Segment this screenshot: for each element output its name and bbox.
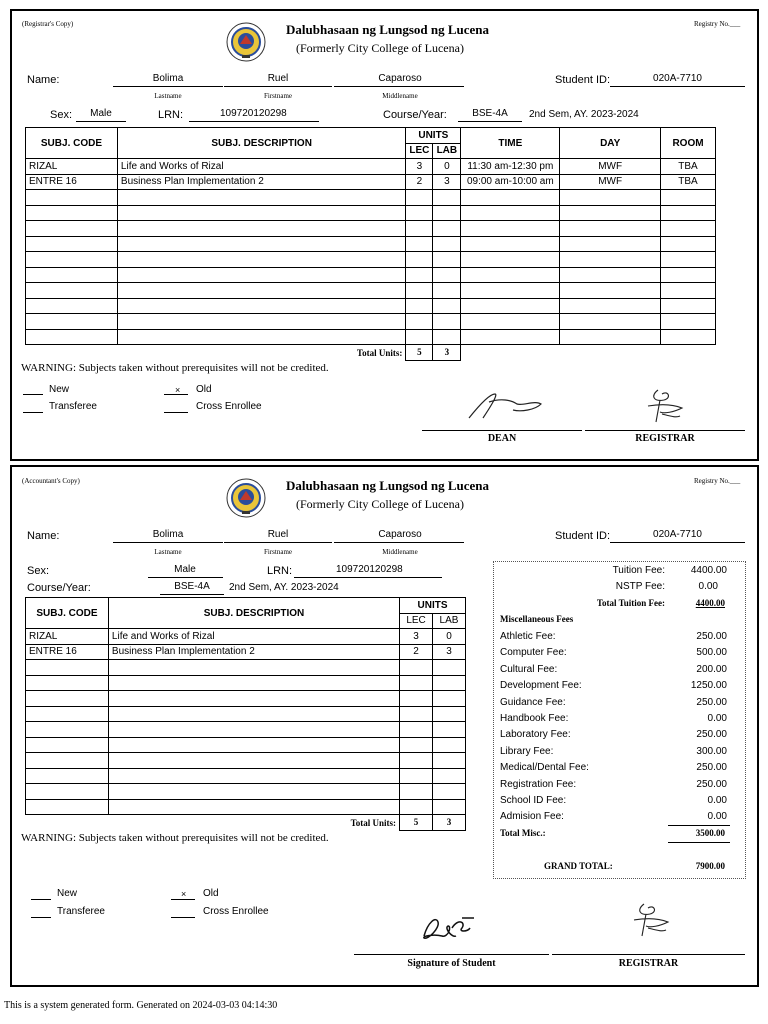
col-subj-code: SUBJ. CODE xyxy=(26,598,109,629)
lrn-label-2: LRN: xyxy=(267,565,293,577)
misc-fee-value: 250.00 xyxy=(696,696,727,708)
total-tuition-label: Total Tuition Fee: xyxy=(596,598,665,608)
lrn-label-1: LRN: xyxy=(158,109,184,121)
lab-cell: 3 xyxy=(433,644,466,660)
misc-fee-label: Cultural Fee: xyxy=(500,663,558,675)
misc-fee-value: 300.00 xyxy=(696,745,727,757)
col-subj-code: SUBJ. CODE xyxy=(26,128,118,159)
name-label-1: Name: xyxy=(27,74,60,86)
subj-desc-cell: Business Plan Implementation 2 xyxy=(117,174,405,190)
lrn-value-1: 109720120298 xyxy=(220,108,287,119)
middlename-caption-1: Middlename xyxy=(382,92,418,100)
school-seal-icon xyxy=(226,478,266,518)
transferee-label-1: Transferee xyxy=(49,401,97,412)
old-label-1: Old xyxy=(196,384,212,395)
subj-desc-cell: Business Plan Implementation 2 xyxy=(108,644,399,660)
time-cell: 11:30 am-12:30 pm xyxy=(461,159,560,175)
transferee-checkbox-1[interactable] xyxy=(23,412,43,413)
firstname-caption-2: Firstname xyxy=(264,548,292,556)
subj-desc-cell: Life and Works of Rizal xyxy=(108,629,399,645)
old-check-mark-2: × xyxy=(181,889,187,899)
col-units: UNITS xyxy=(400,598,466,614)
time-cell: 09:00 am-10:00 am xyxy=(461,174,560,190)
room-cell: TBA xyxy=(661,159,716,175)
day-cell: MWF xyxy=(560,174,661,190)
course-value-2: BSE-4A xyxy=(174,581,210,592)
student-id-value-1: 020A-7710 xyxy=(653,73,702,84)
total-misc-label: Total Misc.: xyxy=(500,828,546,838)
course-value-1: BSE-4A xyxy=(472,108,508,119)
misc-fee-value: 0.00 xyxy=(707,811,727,823)
cross-checkbox-2[interactable] xyxy=(171,917,195,918)
school-seal-icon xyxy=(226,22,266,62)
term-value-1: 2nd Sem, AY. 2023-2024 xyxy=(529,109,639,120)
misc-fee-value: 200.00 xyxy=(696,663,727,675)
school-name-2: Dalubhasaan ng Lungsod ng Lucena xyxy=(286,478,490,493)
school-name-1: Dalubhasaan ng Lungsod ng Lucena xyxy=(286,22,490,37)
subjects-table-1 xyxy=(25,127,716,361)
misc-fee-value: 0.00 xyxy=(707,713,727,724)
misc-fee-value: 1250.00 xyxy=(690,680,727,692)
new-checkbox-2[interactable] xyxy=(31,899,51,900)
misc-fee-label: School ID Fee: xyxy=(500,795,567,806)
subj-code-cell: RIZAL xyxy=(26,629,109,645)
student-id-value-2: 020A-7710 xyxy=(653,529,702,540)
misc-fee-label: Athletic Fee: xyxy=(500,631,556,642)
total-lec: 5 xyxy=(400,815,433,831)
total-lab: 3 xyxy=(433,815,466,831)
lec-cell: 3 xyxy=(400,629,433,645)
footer-note: This is a system generated form. Generated on 2024-03-03 04:14:30 xyxy=(4,1000,278,1011)
misc-fee-value: 250.00 xyxy=(696,729,727,741)
lastname-value-1: Bolima xyxy=(152,73,184,84)
new-label-1: New xyxy=(49,384,70,395)
total-units-row xyxy=(26,815,466,831)
lrn-value-2: 109720120298 xyxy=(336,564,403,575)
misc-header: Miscellaneous Fees xyxy=(500,614,574,624)
registrar-signature-2 xyxy=(626,900,676,940)
misc-fee-value: 250.00 xyxy=(696,778,727,790)
misc-fee-label: Laboratory Fee: xyxy=(500,729,571,741)
misc-fee-label: Development Fee: xyxy=(500,680,582,692)
misc-fee-label: Registration Fee: xyxy=(500,778,577,790)
col-units: UNITS xyxy=(406,128,461,144)
empty-rows-1 xyxy=(26,190,716,345)
col-day: DAY xyxy=(560,128,661,159)
subjects-table-2 xyxy=(25,597,466,831)
col-subj-desc: SUBJ. DESCRIPTION xyxy=(117,128,405,159)
course-label-2: Course/Year: xyxy=(27,582,91,594)
old-checkbox-2[interactable] xyxy=(171,899,195,900)
subj-desc-cell: Life and Works of Rizal xyxy=(117,159,405,175)
lab-cell: 3 xyxy=(433,174,461,190)
lec-cell: 2 xyxy=(400,644,433,660)
school-former-1: (Formerly City College of Lucena) xyxy=(296,41,464,55)
total-units-label: Total Units: xyxy=(356,347,403,358)
cross-checkbox-1[interactable] xyxy=(164,412,188,413)
misc-fee-value: 0.00 xyxy=(707,795,727,806)
nstp-fee-label: NSTP Fee: xyxy=(615,581,665,592)
col-subj-desc: SUBJ. DESCRIPTION xyxy=(108,598,399,629)
col-lec: LEC xyxy=(400,613,433,629)
sex-label-2: Sex: xyxy=(27,565,50,577)
misc-fee-value: 250.00 xyxy=(696,631,727,642)
registry-no-1: Registry No.___ xyxy=(694,20,741,28)
empty-rows-2 xyxy=(26,660,466,815)
signature-of-student-label: Signature of Student xyxy=(407,958,496,969)
middlename-value-2: Caparoso xyxy=(378,529,422,540)
grand-total-label: GRAND TOTAL: xyxy=(544,861,613,871)
new-label-2: New xyxy=(57,888,78,899)
old-label-2: Old xyxy=(203,888,219,899)
total-units-row xyxy=(26,345,716,361)
sex-value-2: Male xyxy=(174,564,196,575)
registrar-label-2: REGISTRAR xyxy=(618,958,679,969)
table-row xyxy=(26,629,466,645)
student-id-label-1: Student ID: xyxy=(555,74,611,86)
old-check-mark-1: × xyxy=(175,385,181,395)
new-checkbox-1[interactable] xyxy=(23,394,43,395)
middlename-caption-2: Middlename xyxy=(382,548,418,556)
lastname-caption-1: Lastname xyxy=(154,92,182,100)
registrar-label-1: REGISTRAR xyxy=(635,433,695,444)
col-lab: LAB xyxy=(433,613,466,629)
term-value-2: 2nd Sem, AY. 2023-2024 xyxy=(229,582,339,593)
table-row xyxy=(26,644,466,660)
warning-text-1: WARNING: Subjects taken without prerequisites will not be credited. xyxy=(21,362,329,374)
total-tuition-value: 4400.00 xyxy=(695,598,725,608)
total-units-label: Total Units: xyxy=(350,817,397,828)
school-former-2: (Formerly City College of Lucena) xyxy=(296,497,464,511)
misc-fee-label: Library Fee: xyxy=(500,745,554,757)
grand-total-value: 7900.00 xyxy=(695,861,725,871)
accountant-copy-label: (Accountant's Copy) xyxy=(22,477,80,485)
subj-code-cell: RIZAL xyxy=(26,159,118,175)
room-cell: TBA xyxy=(661,174,716,190)
lec-cell: 2 xyxy=(406,174,433,190)
transferee-checkbox-2[interactable] xyxy=(31,917,51,918)
misc-fee-value: 250.00 xyxy=(696,762,727,774)
col-room: ROOM xyxy=(661,128,716,159)
registrar-signature-1 xyxy=(640,386,690,426)
lab-cell: 0 xyxy=(433,629,466,645)
cross-label-1: Cross Enrollee xyxy=(196,401,262,412)
misc-fee-label: Guidance Fee: xyxy=(500,696,566,708)
dean-signature xyxy=(465,388,545,424)
misc-fee-label: Computer Fee: xyxy=(500,647,567,659)
course-label-1: Course/Year: xyxy=(383,109,447,121)
dean-label: DEAN xyxy=(487,433,517,444)
misc-fee-label: Admision Fee: xyxy=(500,811,564,823)
tuition-fee-value: 4400.00 xyxy=(690,565,727,576)
lab-cell: 0 xyxy=(433,159,461,175)
lastname-value-2: Bolima xyxy=(152,529,184,540)
firstname-value-1: Ruel xyxy=(267,73,289,84)
transferee-label-2: Transferee xyxy=(57,906,105,917)
total-misc-value: 3500.00 xyxy=(695,828,725,838)
lastname-caption-2: Lastname xyxy=(154,548,182,556)
table-row xyxy=(26,174,716,190)
misc-fee-value: 500.00 xyxy=(696,647,727,659)
sex-value-1: Male xyxy=(90,108,112,119)
nstp-fee-value: 0.00 xyxy=(698,581,718,592)
misc-fee-label: Medical/Dental Fee: xyxy=(500,762,589,774)
registry-no-2: Registry No.___ xyxy=(694,477,741,485)
subj-code-cell: ENTRE 16 xyxy=(26,644,109,660)
subj-code-cell: ENTRE 16 xyxy=(26,174,118,190)
total-lec: 5 xyxy=(406,345,433,361)
student-id-label-2: Student ID: xyxy=(555,530,611,542)
name-label-2: Name: xyxy=(27,530,60,542)
col-lec: LEC xyxy=(406,143,433,159)
warning-text-2: WARNING: Subjects taken without prerequisites will not be credited. xyxy=(21,832,329,844)
student-signature xyxy=(418,908,488,944)
lec-cell: 3 xyxy=(406,159,433,175)
col-lab: LAB xyxy=(433,143,461,159)
table-row xyxy=(26,159,716,175)
cross-label-2: Cross Enrollee xyxy=(203,906,269,917)
col-time: TIME xyxy=(461,128,560,159)
sex-label-1: Sex: xyxy=(50,109,73,121)
day-cell: MWF xyxy=(560,159,661,175)
middlename-value-1: Caparoso xyxy=(378,73,422,84)
firstname-caption-1: Firstname xyxy=(264,92,292,100)
tuition-fee-label: Tuition Fee: xyxy=(612,565,665,576)
firstname-value-2: Ruel xyxy=(267,529,289,540)
misc-fee-label: Handbook Fee: xyxy=(500,713,569,724)
total-lab: 3 xyxy=(433,345,461,361)
registrar-copy-label: (Registrar's Copy) xyxy=(22,20,74,28)
